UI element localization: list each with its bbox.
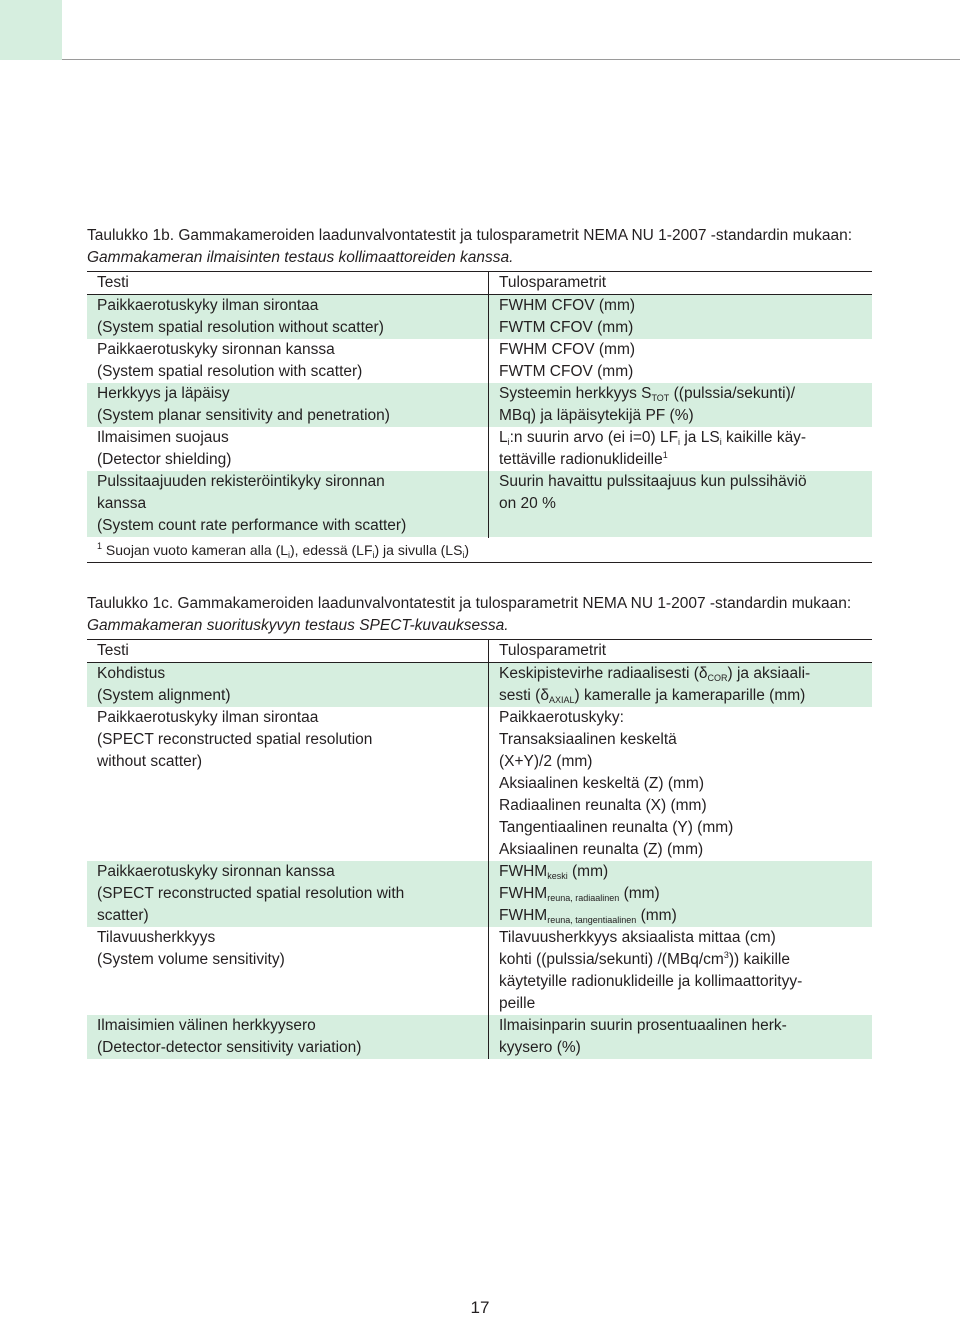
test-cell: Pulssitaajuuden rekisteröintikyky sironnan kanssa (System count rate performance with scatter) xyxy=(87,471,489,538)
header-testi: Testi xyxy=(87,640,489,663)
test-cell: Paikkaerotuskyky sironnan kanssa (System spatial resolution with scatter) xyxy=(87,339,489,383)
result-cell: FWHM CFOV (mm) FWTM CFOV (mm) xyxy=(499,341,636,380)
result-cell: Ilmaisinparin suurin prosentuaalinen herk- kyysero (%) xyxy=(489,1015,873,1059)
test-cell: Paikkaerotuskyky sironnan kanssa (SPECT reconstructed spatial resolution with scatter) xyxy=(87,861,489,927)
result-cell: Suurin havaittu pulssitaajuus kun pulssihäviö on 20 % xyxy=(489,471,873,538)
table-header-row xyxy=(87,640,872,663)
table-row xyxy=(87,861,872,927)
table-row xyxy=(87,1015,872,1059)
result-cell: Keskipistevirhe radiaalisesti $(\delta_{COR})$ ja aksiaali- sesti $(\delta_{AXIAL})$ kameralle ja kameraparille (mm) xyxy=(489,663,873,708)
table-row xyxy=(87,663,872,708)
test-cell: Herkkyys ja läpäisy (System planar sensitivity and penetration) xyxy=(87,383,489,427)
table-header-row xyxy=(87,272,872,295)
test-cell: Ilmaisimien välinen herkkyysero (Detector-detector sensitivity variation) xyxy=(87,1015,489,1059)
header-tulosparametrit: Tulosparametrit xyxy=(489,640,873,663)
result-cell: Tilavuusherkkyys aksiaalista mittaa (cm) kohti ((pulssia/sekunti) $/(MBq/cm^3)$) kaikille käytetyille radionuklideille ja kollimaattorityy- peille xyxy=(499,929,803,1012)
table-footnote-row xyxy=(87,538,872,563)
result-cell: $L_i:n$ suurin arvo (ei i=0) $LF_i$ ja $LS_i$ kaikille käy- tettäville radionuklideille$^1$ xyxy=(499,429,807,468)
test-cell: Ilmaisimen suojaus (Detector shielding) xyxy=(87,427,489,471)
table-1c-caption: Taulukko 1c. Gammakameroiden laadunvalvontatestit ja tulosparametrit NEMA NU 1-2007 -standardin mukaan: Gammakameran suorituskyvyn testaus SPECT-kuvauksessa. xyxy=(87,595,852,634)
table-1b-grid xyxy=(87,271,872,563)
table-row xyxy=(87,707,872,861)
table-1c-grid xyxy=(87,639,872,1059)
footnote: $^1$ Suojan vuoto kameran alla $(L_i)$, edessä $(LF_i)$ ja sivulla $(LS_i)$ xyxy=(87,538,872,563)
table-row xyxy=(87,927,872,1015)
corner-accent-block xyxy=(0,0,62,60)
table-row xyxy=(87,339,872,383)
table-row xyxy=(87,295,872,340)
table-1b xyxy=(87,225,872,563)
result-cell: FWHM CFOV (mm) FWTM CFOV (mm) xyxy=(489,295,873,340)
page-number: 17 xyxy=(470,1298,490,1317)
result-cell: Paikkaerotuskyky: Transaksiaalinen keskeltä (X+Y)/2 (mm) Aksiaalinen keskeltä (Z) (mm) Radiaalinen reunalta (X) (mm) Tangentiaalinen reunalta (Y) (mm) Aksiaalinen reunalta (Z) (mm) xyxy=(499,709,734,858)
test-cell: Paikkaerotuskyky ilman sirontaa (System spatial resolution without scatter) xyxy=(87,295,489,340)
result-cell: Systeemin herkkyys $S_{TOT}$ ((pulssia/sekunti)/ MBq) ja läpäisytekijä PF (%) xyxy=(489,383,873,427)
test-cell: Kohdistus (System alignment) xyxy=(87,663,489,708)
test-cell: Paikkaerotuskyky ilman sirontaa (SPECT reconstructed spatial resolution without scatter) xyxy=(87,707,489,861)
table-1b-caption: Taulukko 1b. Gammakameroiden laadunvalvontatestit ja tulosparametrit NEMA NU 1-2007 -standardin mukaan: Gammakameran ilmaisinten testaus kollimaattoreiden kanssa. xyxy=(87,227,853,266)
table-row xyxy=(87,471,872,538)
result-cell: $FWHM_{keski}$ (mm) $FWHM_{reuna, radiaalinen}$ (mm) $FWHM_{reuna, tangentiaalinen}$ (mm) xyxy=(489,861,873,927)
table-1c xyxy=(87,593,872,1059)
table-row xyxy=(87,427,872,471)
header-rule xyxy=(62,59,960,60)
header-tulosparametrit: Tulosparametrit xyxy=(489,272,873,295)
table-row xyxy=(87,383,872,427)
header-testi: Testi xyxy=(87,272,489,295)
test-cell: Tilavuusherkkyys (System volume sensitivity) xyxy=(87,927,489,1015)
